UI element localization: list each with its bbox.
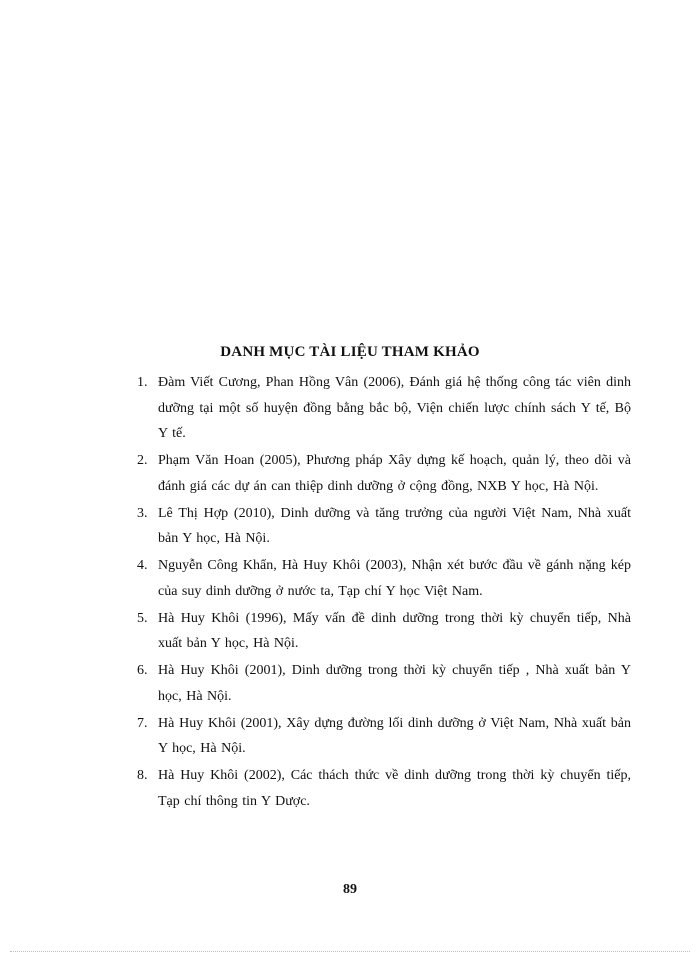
reference-text: Hà Huy Khôi (2001), Dinh dưỡng trong thời kỳ chuyển tiếp , Nhà xuất bản Y học, Hà Nội. <box>158 663 631 704</box>
reference-text: Hà Huy Khôi (1996), Mấy vấn đề dinh dưỡng trong thời kỳ chuyển tiếp, Nhà xuất bản Y học, Hà Nội. <box>158 610 631 651</box>
reference-number: 7. <box>137 715 148 731</box>
reference-number: 5. <box>137 610 148 626</box>
reference-number: 3. <box>137 505 148 521</box>
reference-item <box>137 711 631 762</box>
reference-text: Đàm Viết Cương, Phan Hồng Vân (2006), Đánh giá hệ thống công tác viên dinh dưỡng tại một số huyện đồng bằng bắc bộ, Viện chiến lược chính sách Y tế, Bộ Y tế. <box>158 375 631 441</box>
reference-item <box>137 553 631 604</box>
reference-item <box>137 658 631 709</box>
reference-item <box>137 501 631 552</box>
reference-text: Hà Huy Khôi (2002), Các thách thức về dinh dưỡng trong thời kỳ chuyển tiếp, Tạp chí thông tin Y Dược. <box>158 768 631 809</box>
reference-text: Phạm Văn Hoan (2005), Phương pháp Xây dựng kế hoạch, quản lý, theo dõi và đánh giá các dự án can thiệp dinh dưỡng ở cộng đồng, NXB Y học, Hà Nội. <box>158 453 631 494</box>
reference-list <box>137 370 631 816</box>
reference-number: 8. <box>137 768 148 783</box>
reference-number: 6. <box>137 663 148 678</box>
page-title: DANH MỤC TÀI LIỆU THAM KHẢO <box>220 344 480 360</box>
reference-text: Lê Thị Hợp (2010), Dinh dưỡng và tăng trưởng của người Việt Nam, Nhà xuất bản Y học, Hà Nội. <box>158 505 631 546</box>
reference-item <box>137 763 631 814</box>
reference-number: 4. <box>137 558 148 573</box>
reference-text: Hà Huy Khôi (2001), Xây dựng đường lối dinh dưỡng ở Việt Nam, Nhà xuất bản Y học, Hà Nội. <box>158 715 631 756</box>
page-number: 89 <box>343 882 357 897</box>
reference-text: Nguyễn Công Khẩn, Hà Huy Khôi (2003), Nhận xét bước đầu về gánh nặng kép của suy dinh dưỡng ở nước ta, Tạp chí Y học Việt Nam. <box>158 558 631 599</box>
reference-item <box>137 606 631 657</box>
reference-number: 1. <box>137 375 148 390</box>
reference-item <box>137 448 631 499</box>
reference-number: 2. <box>137 453 148 468</box>
page-bottom-divider <box>10 951 690 952</box>
reference-item <box>137 370 631 447</box>
